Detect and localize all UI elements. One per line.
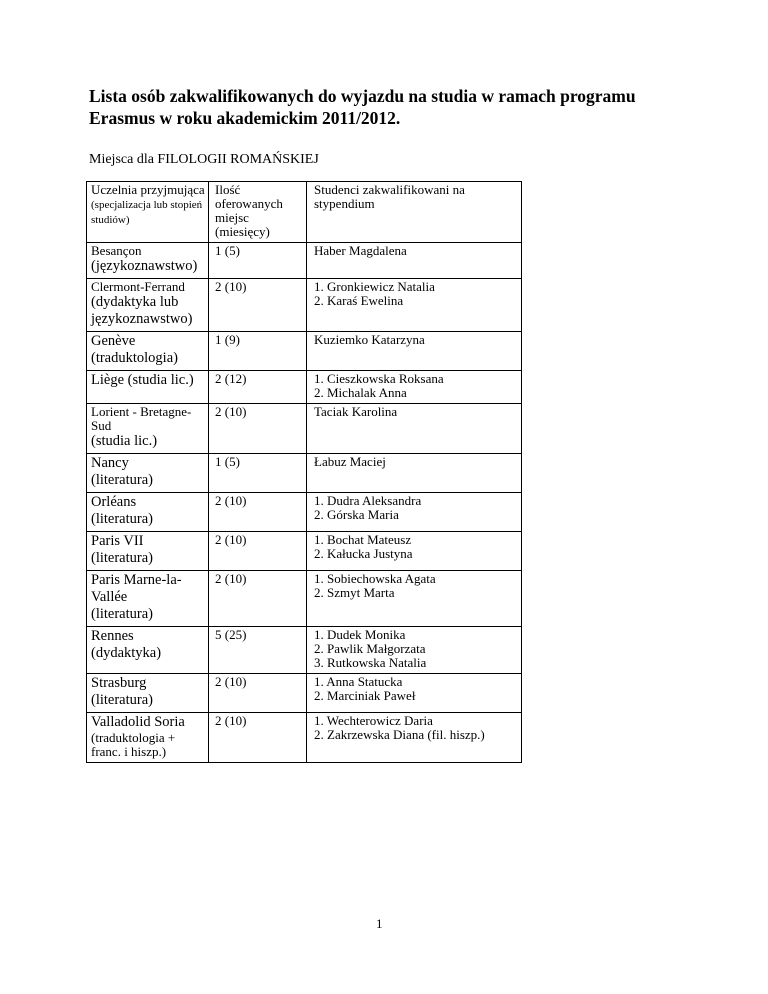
university-name: Orléans bbox=[91, 494, 137, 510]
university-spec: (studia lic.) bbox=[127, 372, 194, 388]
student-name: 2. Marciniak Paweł bbox=[314, 688, 416, 703]
university-spec: (literatura) bbox=[91, 550, 153, 566]
student-name: Haber Magdalena bbox=[314, 243, 407, 258]
table-row bbox=[87, 532, 522, 571]
student-name: 1. Wechterowicz Daria bbox=[314, 713, 433, 728]
student-name: 2. Pawlik Małgorzata bbox=[314, 641, 426, 656]
header-university bbox=[87, 182, 209, 243]
places-cell: 1 (9) bbox=[209, 332, 307, 371]
places-cell: 5 (25) bbox=[209, 627, 307, 674]
student-name: 1. Anna Statucka bbox=[314, 674, 403, 689]
places-cell: 2 (10) bbox=[209, 532, 307, 571]
students-cell bbox=[307, 279, 522, 332]
students-cell bbox=[307, 493, 522, 532]
places-cell: 2 (10) bbox=[209, 404, 307, 454]
student-name: 1. Gronkiewicz Natalia bbox=[314, 279, 435, 294]
students-cell bbox=[307, 243, 522, 279]
section-subtitle: Miejsca dla FILOLOGII ROMAŃSKIEJ bbox=[89, 152, 319, 167]
students-cell bbox=[307, 371, 522, 404]
page-number: 1 bbox=[376, 916, 383, 931]
student-name: 1. Bochat Mateusz bbox=[314, 532, 412, 547]
university-name: Genève bbox=[91, 333, 136, 349]
university-spec: (traduktologia + franc. i hiszp.) bbox=[91, 730, 176, 759]
university-spec: (dydaktyka lub językoznawstwo) bbox=[91, 294, 193, 327]
university-cell bbox=[87, 243, 209, 279]
student-name: 2. Szmyt Marta bbox=[314, 585, 395, 600]
header-places: Ilość oferowanych miejsc (miesięcy) bbox=[209, 182, 307, 243]
places-cell: 2 (10) bbox=[209, 279, 307, 332]
students-cell bbox=[307, 532, 522, 571]
places-cell: 2 (10) bbox=[209, 713, 307, 763]
university-spec: (literatura) bbox=[91, 606, 153, 622]
document-title: Lista osób zakwalifikowanych do wyjazdu na studia w ramach programu Erasmus w roku akademickim 2011/2012. bbox=[89, 86, 636, 128]
table-row bbox=[87, 493, 522, 532]
university-cell bbox=[87, 454, 209, 493]
university-name: Lorient - Bretagne-Sud bbox=[91, 404, 192, 433]
header-university-label: Uczelnia przyjmująca bbox=[91, 182, 205, 197]
university-name: Paris Marne-la-Vallée bbox=[91, 572, 182, 605]
table-row bbox=[87, 404, 522, 454]
university-cell bbox=[87, 493, 209, 532]
university-cell bbox=[87, 571, 209, 627]
university-name: Strasburg bbox=[91, 675, 147, 691]
table-row bbox=[87, 674, 522, 713]
student-name: Taciak Karolina bbox=[314, 404, 398, 419]
students-cell bbox=[307, 627, 522, 674]
university-cell bbox=[87, 371, 209, 404]
header-university-note: (specjalizacja lub stopień studiów) bbox=[91, 199, 203, 226]
places-cell: 2 (10) bbox=[209, 493, 307, 532]
places-cell: 1 (5) bbox=[209, 243, 307, 279]
table-row bbox=[87, 279, 522, 332]
student-name: 1. Dudek Monika bbox=[314, 627, 406, 642]
student-name: 2. Michalak Anna bbox=[314, 385, 407, 400]
places-cell: 1 (5) bbox=[209, 454, 307, 493]
student-name: Łabuz Maciej bbox=[314, 454, 386, 469]
university-cell bbox=[87, 279, 209, 332]
student-name: 1. Cieszkowska Roksana bbox=[314, 371, 444, 386]
table-row bbox=[87, 627, 522, 674]
university-name: Besançon bbox=[91, 243, 142, 258]
university-name: Rennes bbox=[91, 628, 134, 644]
places-cell: 2 (12) bbox=[209, 371, 307, 404]
students-cell bbox=[307, 571, 522, 627]
student-name: 1. Dudra Aleksandra bbox=[314, 493, 422, 508]
erasmus-table bbox=[86, 181, 522, 763]
student-name: 2. Górska Maria bbox=[314, 507, 399, 522]
university-cell bbox=[87, 627, 209, 674]
university-name: Valladolid Soria bbox=[91, 714, 185, 730]
university-cell bbox=[87, 404, 209, 454]
university-spec: (literatura) bbox=[91, 511, 153, 527]
students-cell bbox=[307, 454, 522, 493]
student-name: 3. Rutkowska Natalia bbox=[314, 655, 427, 670]
header-students: Studenci zakwalifikowani na stypendium bbox=[307, 182, 522, 243]
places-cell: 2 (10) bbox=[209, 571, 307, 627]
university-spec: (studia lic.) bbox=[91, 433, 158, 449]
students-cell bbox=[307, 332, 522, 371]
university-name: Paris VII bbox=[91, 533, 144, 549]
university-cell bbox=[87, 532, 209, 571]
university-cell bbox=[87, 674, 209, 713]
table-row bbox=[87, 243, 522, 279]
places-cell: 2 (10) bbox=[209, 674, 307, 713]
students-cell bbox=[307, 404, 522, 454]
table-row bbox=[87, 454, 522, 493]
student-name: 1. Sobiechowska Agata bbox=[314, 571, 436, 586]
university-name: Clermont-Ferrand bbox=[91, 279, 185, 294]
university-cell bbox=[87, 713, 209, 763]
university-name: Nancy bbox=[91, 455, 129, 471]
university-spec: (językoznawstwo) bbox=[91, 258, 198, 274]
university-cell bbox=[87, 332, 209, 371]
students-cell bbox=[307, 713, 522, 763]
students-cell bbox=[307, 674, 522, 713]
student-name: 2. Zakrzewska Diana (fil. hiszp.) bbox=[314, 727, 485, 742]
university-spec: (literatura) bbox=[91, 472, 153, 488]
university-spec: (traduktologia) bbox=[91, 350, 178, 366]
student-name: Kuziemko Katarzyna bbox=[314, 332, 425, 347]
table-row bbox=[87, 571, 522, 627]
table-row bbox=[87, 713, 522, 763]
student-name: 2. Kałucka Justyna bbox=[314, 546, 413, 561]
table-header-row bbox=[87, 182, 522, 243]
university-name: Liège bbox=[91, 372, 125, 388]
university-spec: (dydaktyka) bbox=[91, 645, 162, 661]
student-name: 2. Karaś Ewelina bbox=[314, 293, 404, 308]
table-row bbox=[87, 332, 522, 371]
table-row bbox=[87, 371, 522, 404]
university-spec: (literatura) bbox=[91, 692, 153, 708]
